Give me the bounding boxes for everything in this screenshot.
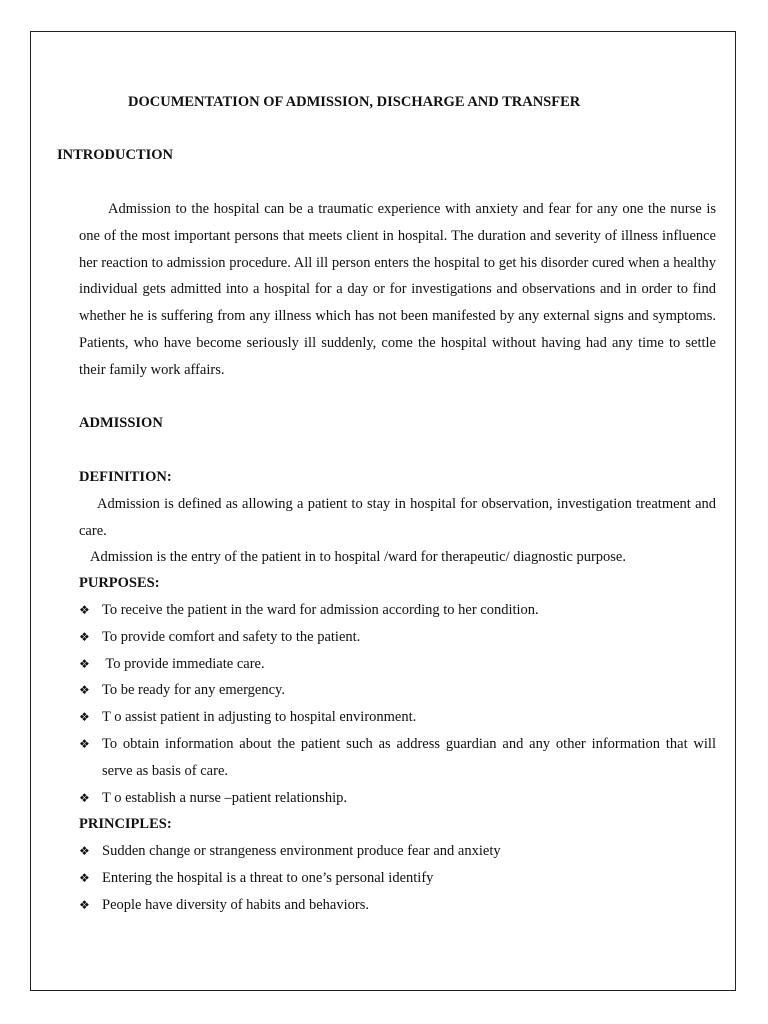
diamond-bullet-icon: ❖: [79, 790, 90, 805]
purpose-text: T o establish a nurse –patient relationship.: [102, 789, 347, 806]
introduction-paragraph: Admission to the hospital can be a traumatic experience with anxiety and fear for any one the nurse is one of the most important persons that meets client in hospital. The duration and severity of illness influence her reaction to admission procedure. All ill person enters the hospital to get his disorder cured when a healthy individual gets admitted into a hospital for a day or for investigations and observations and in order to find whether he is suffering from any illness which has not been manifested by any external signs and symptoms. Patients, who have become seriously ill suddenly, come the hospital without having had any time to settle their family work affairs.: [79, 201, 716, 378]
purpose-text: To obtain information about the patient such as address guardian and any other information that will serve as basis of care.: [102, 735, 716, 779]
purpose-item: [79, 704, 716, 731]
purpose-text: To provide immediate care.: [102, 655, 265, 672]
diamond-bullet-icon: ❖: [79, 844, 90, 858]
principle-item: [79, 838, 716, 865]
diamond-bullet-icon: ❖: [79, 683, 90, 698]
principle-item: [79, 865, 716, 892]
purpose-item: [79, 785, 716, 812]
purpose-item: [79, 731, 716, 785]
diamond-bullet-icon: ❖: [79, 629, 90, 644]
principle-text: People have diversity of habits and behaviors.: [102, 896, 369, 913]
purpose-text: T o assist patient in adjusting to hospital environment.: [102, 709, 417, 726]
diamond-bullet-icon: ❖: [79, 870, 90, 885]
principles-heading: PRINCIPLES:: [79, 816, 172, 832]
document-title: DOCUMENTATION OF ADMISSION, DISCHARGE AND TRANSFER: [128, 94, 581, 110]
purpose-text: To provide comfort and safety to the patient.: [102, 628, 361, 645]
definition-paragraph: Admission is defined as allowing a patient to stay in hospital for observation, investigation treatment and care.: [79, 496, 716, 539]
definition-heading: DEFINITION:: [79, 469, 172, 485]
purpose-item: [79, 651, 716, 678]
diamond-bullet-icon: ❖: [79, 897, 90, 912]
definition-paragraph: Admission is the entry of the patient in to hospital /ward for therapeutic/ diagnostic purpose.: [90, 549, 626, 565]
purpose-text: To receive the patient in the ward for admission according to her condition.: [102, 602, 539, 618]
diamond-bullet-icon: ❖: [79, 603, 90, 617]
diamond-bullet-icon: ❖: [79, 710, 90, 725]
principles-list: [79, 838, 716, 918]
purposes-list: [79, 597, 716, 811]
principle-item: [79, 892, 716, 919]
introduction-heading: INTRODUCTION: [57, 147, 174, 163]
diamond-bullet-icon: ❖: [79, 656, 90, 671]
diamond-bullet-icon: ❖: [79, 736, 90, 751]
principle-text: Sudden change or strangeness environment produce fear and anxiety: [102, 843, 501, 859]
purpose-item: [79, 597, 716, 624]
purposes-heading: PURPOSES:: [79, 575, 160, 591]
purpose-text: To be ready for any emergency.: [102, 682, 285, 699]
purpose-item: [79, 677, 716, 704]
admission-heading: ADMISSION: [79, 415, 163, 431]
principle-text: Entering the hospital is a threat to one’s personal identify: [102, 869, 434, 886]
purpose-item: [79, 624, 716, 651]
